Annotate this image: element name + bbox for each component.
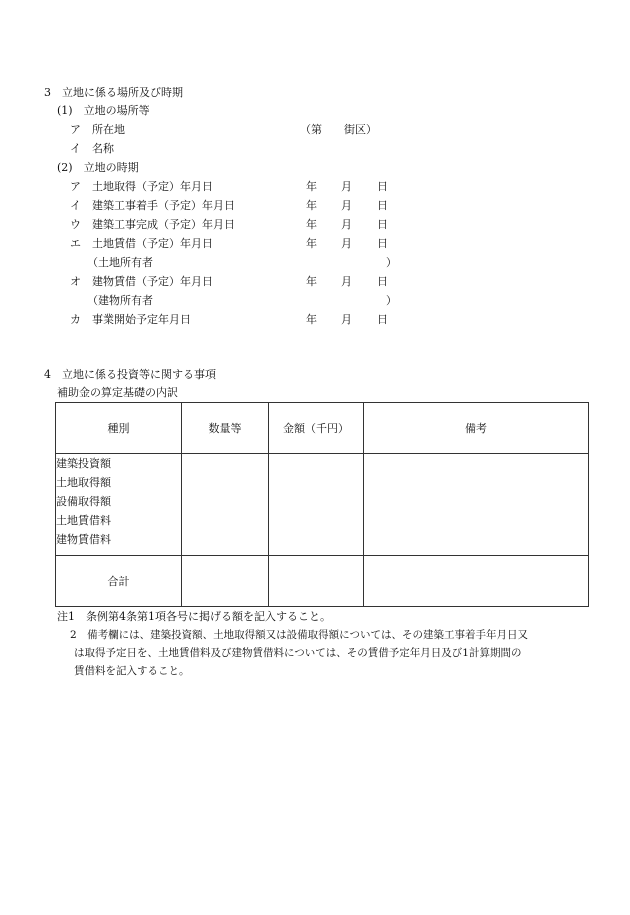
location-label: ア 所在地 xyxy=(70,123,125,136)
total-quantity-cell[interactable] xyxy=(182,556,269,607)
date-label-business-start: カ 事業開始予定年月日 xyxy=(70,313,191,326)
item-land-acquisition: 土地取得額 xyxy=(56,476,111,489)
day-label: 日 xyxy=(377,180,388,193)
section-4-heading: 4 立地に係る投資等に関する事項 xyxy=(44,368,216,381)
subsection-2-heading: (2) 立地の時期 xyxy=(57,161,139,174)
day-label: 日 xyxy=(377,313,388,326)
remarks-cell[interactable] xyxy=(364,454,589,556)
month-label: 月 xyxy=(341,313,352,326)
date-label-building-lease: オ 建物賃借（予定）年月日 xyxy=(70,275,213,288)
year-label: 年 xyxy=(306,275,317,288)
note-1: 注1 条例第4条第1項各号に掲げる額を記入すること。 xyxy=(57,610,331,623)
note-2-line-2: は取得予定日を、土地賃借料及び建物賃借料については、その賃借予定年月日及び1計算期間の xyxy=(74,647,522,659)
day-label: 日 xyxy=(377,237,388,250)
subsidy-breakdown-table xyxy=(55,402,589,607)
month-label: 月 xyxy=(341,275,352,288)
building-owner-close-paren: ） xyxy=(386,294,397,307)
day-label: 日 xyxy=(377,275,388,288)
total-amount-cell[interactable] xyxy=(269,556,364,607)
year-label: 年 xyxy=(306,313,317,326)
table-caption: 補助金の算定基礎の内訳 xyxy=(57,386,178,399)
item-land-rent: 土地賃借料 xyxy=(56,514,111,527)
table-row xyxy=(56,454,589,556)
year-label: 年 xyxy=(306,237,317,250)
day-label: 日 xyxy=(377,199,388,212)
block-number-field: （第 街区） xyxy=(300,123,377,136)
land-owner-close-paren: ） xyxy=(386,256,397,269)
header-remarks: 備考 xyxy=(364,403,589,454)
month-label: 月 xyxy=(341,199,352,212)
table-total-row xyxy=(56,556,589,607)
total-remarks-cell[interactable] xyxy=(364,556,589,607)
header-category: 種別 xyxy=(56,403,182,454)
month-label: 月 xyxy=(341,237,352,250)
year-label: 年 xyxy=(306,180,317,193)
subsection-1-heading: (1) 立地の場所等 xyxy=(57,104,150,117)
table-header-row xyxy=(56,403,589,454)
header-amount: 金額（千円） xyxy=(269,403,364,454)
date-label-construction-complete: ウ 建築工事完成（予定）年月日 xyxy=(70,218,235,231)
month-label: 月 xyxy=(341,218,352,231)
quantity-cell[interactable] xyxy=(182,454,269,556)
category-list-cell xyxy=(56,454,182,556)
note-2-line-1: 2 備考欄には、建築投資額、土地取得額又は設備取得額については、その建築工事着手年月日又 xyxy=(70,629,528,641)
note-2-line-3: 賃借料を記入すること。 xyxy=(74,665,190,677)
date-label-land-acquisition: ア 土地取得（予定）年月日 xyxy=(70,180,213,193)
date-label-construction-start: イ 建築工事着手（予定）年月日 xyxy=(70,199,235,212)
day-label: 日 xyxy=(377,218,388,231)
name-label: イ 名称 xyxy=(70,142,114,155)
item-building-rent: 建物賃借料 xyxy=(56,533,111,546)
item-building-investment: 建築投資額 xyxy=(56,457,111,470)
land-owner-label: （土地所有者 xyxy=(87,256,153,269)
section-3-heading: 3 立地に係る場所及び時期 xyxy=(44,86,183,99)
month-label: 月 xyxy=(341,180,352,193)
year-label: 年 xyxy=(306,199,317,212)
header-quantity: 数量等 xyxy=(182,403,269,454)
year-label: 年 xyxy=(306,218,317,231)
date-label-land-lease: エ 土地賃借（予定）年月日 xyxy=(70,237,213,250)
amount-cell[interactable] xyxy=(269,454,364,556)
building-owner-label: （建物所有者 xyxy=(87,294,153,307)
item-equipment-acquisition: 設備取得額 xyxy=(56,495,111,508)
total-label: 合計 xyxy=(56,556,182,607)
